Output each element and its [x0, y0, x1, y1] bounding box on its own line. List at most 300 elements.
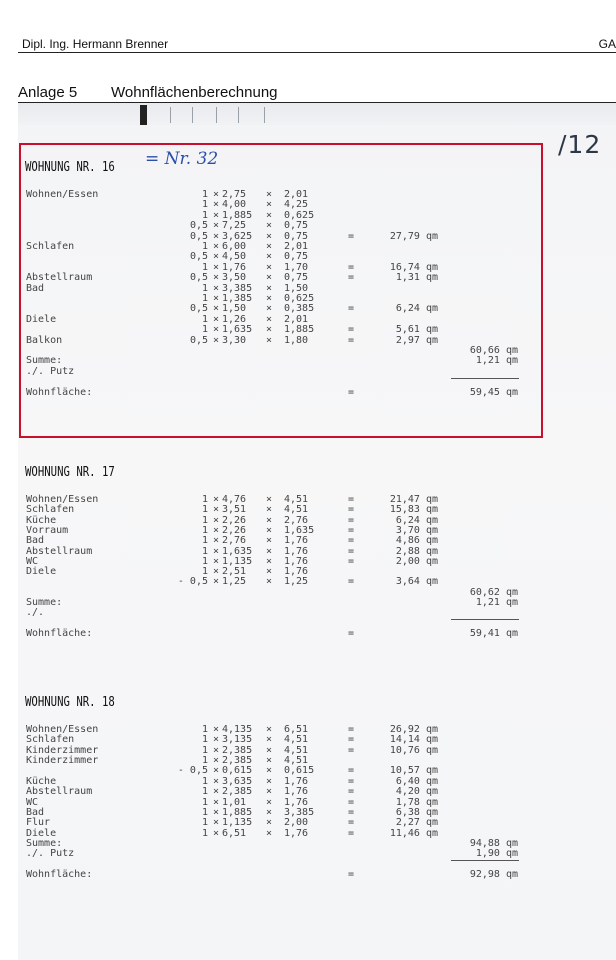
factor: 0,5	[189, 303, 208, 315]
width: 0,75	[284, 251, 309, 263]
factor: 1	[201, 189, 208, 200]
factor: 1	[201, 775, 208, 787]
equals-sign: =	[348, 272, 355, 284]
calc-row	[18, 314, 616, 325]
factor: 1	[201, 293, 208, 304]
width: 1,635	[284, 524, 315, 536]
equals-sign: =	[348, 504, 355, 516]
length: 3,635	[222, 775, 253, 787]
equals-sign: =	[348, 775, 355, 787]
equals-sign: =	[348, 334, 355, 346]
room-label: Schlafen	[26, 734, 75, 746]
times-sign: ×	[266, 261, 273, 273]
length: 2,26	[222, 514, 247, 526]
length: 4,135	[222, 724, 253, 735]
times-sign: ×	[213, 576, 220, 588]
width: 1,76	[284, 535, 309, 547]
room-area: 14,14 qm	[389, 734, 438, 746]
length: 1,635	[222, 324, 253, 336]
times-sign: ×	[266, 555, 273, 567]
calc-row	[18, 335, 616, 346]
length: 1,635	[222, 545, 253, 557]
width: 2,01	[284, 313, 309, 325]
width: 1,76	[284, 545, 309, 557]
factor: 1	[201, 261, 208, 273]
times-sign: ×	[213, 566, 220, 578]
times-sign: ×	[266, 514, 273, 526]
equals-sign: =	[348, 744, 355, 756]
length: 2,51	[222, 566, 247, 578]
room-label: Wohnfläche:	[26, 386, 93, 398]
times-sign: ×	[213, 796, 220, 808]
equals-sign: =	[348, 576, 355, 588]
room-area: 10,76 qm	[389, 744, 438, 756]
room-label: Bad	[26, 535, 45, 547]
equals-sign: =	[348, 817, 355, 829]
total-area: 1,21 qm	[475, 597, 518, 608]
equals-sign: =	[348, 724, 355, 735]
times-sign: ×	[213, 251, 220, 263]
calc-row	[18, 366, 616, 377]
times-sign: ×	[266, 744, 273, 756]
room-label: Summe:	[26, 837, 63, 849]
length: 3,51	[222, 504, 247, 516]
times-sign: ×	[266, 504, 273, 516]
factor: 1	[201, 324, 208, 336]
factor: 1	[201, 241, 208, 252]
sum-rule	[451, 619, 519, 620]
room-area: 6,38 qm	[395, 806, 438, 818]
anlage-heading	[18, 84, 278, 101]
times-sign: ×	[213, 494, 220, 505]
author-name: Dipl. Ing. Hermann Brenner	[22, 37, 169, 51]
calc-row	[18, 293, 616, 304]
factor: 1	[201, 524, 208, 536]
room-area: 3,70 qm	[395, 524, 438, 536]
times-sign: ×	[213, 303, 220, 315]
room-area: 16,74 qm	[389, 261, 438, 273]
width: 4,51	[284, 734, 309, 746]
factor: 1	[201, 514, 208, 526]
calc-row	[18, 199, 616, 210]
calc-row	[18, 628, 616, 639]
factor: 0,5	[189, 230, 208, 242]
factor: 1	[201, 806, 208, 818]
times-sign: ×	[266, 272, 273, 284]
room-label: Diele	[26, 313, 57, 325]
room-label: Kinderzimmer	[26, 755, 99, 767]
length: 2,385	[222, 786, 253, 798]
length: 3,30	[222, 334, 247, 346]
scan-tick	[264, 107, 265, 123]
length: 2,76	[222, 535, 247, 547]
length: 6,00	[222, 241, 247, 252]
equals-sign: =	[348, 796, 355, 808]
calc-row	[18, 241, 616, 252]
room-label: Flur	[26, 817, 51, 829]
room-label: ./. Putz	[26, 365, 75, 377]
calc-row	[18, 786, 616, 797]
factor: 1	[201, 199, 208, 211]
times-sign: ×	[266, 241, 273, 252]
width: 1,885	[284, 324, 315, 336]
width: 2,01	[284, 189, 309, 200]
times-sign: ×	[266, 251, 273, 263]
room-label: ./. Putz	[26, 848, 75, 860]
length: 3,50	[222, 272, 247, 284]
times-sign: ×	[213, 817, 220, 829]
times-sign: ×	[266, 189, 273, 200]
width: 1,76	[284, 555, 309, 567]
room-area: 6,40 qm	[395, 775, 438, 787]
sum-rule	[451, 860, 519, 861]
width: 1,76	[284, 786, 309, 798]
times-sign: ×	[213, 734, 220, 746]
width: 4,51	[284, 755, 309, 767]
equals-sign: =	[348, 324, 355, 336]
room-label: Kinderzimmer	[26, 744, 99, 756]
calc-row	[18, 355, 616, 366]
equals-sign: =	[348, 514, 355, 526]
total-area: 1,21 qm	[475, 355, 518, 367]
room-label: Wohnen/Essen	[26, 189, 99, 200]
room-label: ./.	[26, 607, 45, 619]
calc-row	[18, 251, 616, 262]
room-area: 10,57 qm	[389, 765, 438, 777]
times-sign: ×	[213, 241, 220, 252]
total-area: 60,66 qm	[469, 345, 518, 356]
factor: 1	[201, 817, 208, 829]
room-label: Abstellraum	[26, 545, 93, 557]
room-area: 15,83 qm	[389, 504, 438, 516]
equals-sign: =	[348, 303, 355, 315]
length: 0,615	[222, 765, 253, 777]
length: 1,385	[222, 293, 253, 304]
times-sign: ×	[266, 724, 273, 735]
room-label: Schlafen	[26, 504, 75, 516]
length: 1,885	[222, 209, 253, 221]
times-sign: ×	[266, 293, 273, 304]
factor: 0,5	[189, 220, 208, 232]
times-sign: ×	[266, 535, 273, 547]
length: 1,76	[222, 261, 247, 273]
factor: 1	[201, 744, 208, 756]
times-sign: ×	[213, 775, 220, 787]
room-label: Summe:	[26, 597, 63, 608]
length: 2,75	[222, 189, 247, 200]
handwritten-note: = Nr. 32	[145, 149, 219, 169]
calc-row	[18, 231, 616, 242]
room-area: 4,86 qm	[395, 535, 438, 547]
width: 4,51	[284, 494, 309, 505]
times-sign: ×	[213, 230, 220, 242]
times-sign: ×	[213, 293, 220, 304]
width: 1,76	[284, 775, 309, 787]
room-area: 1,78 qm	[395, 796, 438, 808]
total-area: 59,41 qm	[469, 627, 518, 639]
times-sign: ×	[213, 827, 220, 839]
times-sign: ×	[266, 775, 273, 787]
room-label: Wohnen/Essen	[26, 494, 99, 505]
equals-sign: =	[348, 806, 355, 818]
room-label: Diele	[26, 827, 57, 839]
calc-row	[18, 210, 616, 221]
length: 1,50	[222, 303, 247, 315]
room-area: 1,31 qm	[395, 272, 438, 284]
room-label: WC	[26, 796, 39, 808]
factor: 1	[201, 566, 208, 578]
equals-sign: =	[348, 786, 355, 798]
factor: 1	[201, 555, 208, 567]
scan-tick	[238, 107, 239, 123]
room-label: Vorraum	[26, 524, 69, 536]
width: 4,51	[284, 504, 309, 516]
header-rule	[18, 52, 616, 53]
total-area: 59,45 qm	[469, 386, 518, 398]
times-sign: ×	[266, 230, 273, 242]
room-area: 5,61 qm	[395, 324, 438, 336]
times-sign: ×	[266, 220, 273, 232]
room-label: Wohnfläche:	[26, 868, 93, 880]
room-label: WC	[26, 555, 39, 567]
equals-sign: =	[348, 827, 355, 839]
factor: 0,5	[189, 334, 208, 346]
width: 6,51	[284, 724, 309, 735]
scan-mark	[140, 105, 147, 125]
width: 2,76	[284, 514, 309, 526]
times-sign: ×	[213, 724, 220, 735]
times-sign: ×	[266, 734, 273, 746]
times-sign: ×	[266, 209, 273, 221]
factor: - 0,5	[177, 576, 208, 588]
width: 1,76	[284, 827, 309, 839]
width: 0,75	[284, 272, 309, 284]
times-sign: ×	[266, 524, 273, 536]
length: 1,135	[222, 817, 253, 829]
room-label: Bad	[26, 806, 45, 818]
sum-rule	[451, 378, 519, 379]
width: 2,00	[284, 817, 309, 829]
equals-sign: =	[348, 627, 355, 639]
times-sign: ×	[213, 261, 220, 273]
factor: 0,5	[189, 272, 208, 284]
anlage-label: Anlage 5	[18, 84, 78, 101]
times-sign: ×	[266, 786, 273, 798]
times-sign: ×	[213, 199, 220, 211]
length: 3,135	[222, 734, 253, 746]
factor: 1	[201, 734, 208, 746]
width: 3,385	[284, 806, 315, 818]
width: 1,80	[284, 334, 309, 346]
factor: 1	[201, 504, 208, 516]
room-area: 21,47 qm	[389, 494, 438, 505]
times-sign: ×	[266, 313, 273, 325]
room-area: 2,00 qm	[395, 555, 438, 567]
factor: 0,5	[189, 251, 208, 263]
calc-row	[18, 220, 616, 231]
equals-sign: =	[348, 261, 355, 273]
times-sign: ×	[266, 817, 273, 829]
times-sign: ×	[266, 806, 273, 818]
length: 1,135	[222, 555, 253, 567]
times-sign: ×	[213, 806, 220, 818]
room-area: 3,64 qm	[395, 576, 438, 588]
factor: 1	[201, 755, 208, 767]
factor: 1	[201, 724, 208, 735]
length: 1,01	[222, 796, 247, 808]
times-sign: ×	[266, 765, 273, 777]
times-sign: ×	[213, 524, 220, 536]
apartment-title: WOHNUNG NR. 17	[25, 465, 115, 480]
equals-sign: =	[348, 230, 355, 242]
apartment-title: WOHNUNG NR. 18	[25, 695, 115, 710]
times-sign: ×	[266, 334, 273, 346]
total-area: 94,88 qm	[469, 837, 518, 849]
times-sign: ×	[266, 303, 273, 315]
calc-row	[18, 345, 616, 356]
calc-row	[18, 324, 616, 335]
width: 4,25	[284, 199, 309, 211]
equals-sign: =	[348, 868, 355, 880]
calc-row	[18, 745, 616, 756]
length: 1,25	[222, 576, 247, 588]
times-sign: ×	[213, 514, 220, 526]
header-right-text: GA	[598, 37, 616, 51]
calc-row	[18, 283, 616, 294]
room-area: 2,27 qm	[395, 817, 438, 829]
scan-top-strip	[18, 103, 616, 125]
times-sign: ×	[213, 555, 220, 567]
times-sign: ×	[213, 545, 220, 557]
length: 3,385	[222, 282, 253, 294]
room-label: Abstellraum	[26, 272, 93, 284]
factor: - 0,5	[177, 765, 208, 777]
calc-row	[18, 724, 616, 735]
scan-tick	[192, 107, 193, 123]
times-sign: ×	[213, 313, 220, 325]
width: 2,01	[284, 241, 309, 252]
calc-row	[18, 869, 616, 880]
width: 1,76	[284, 566, 309, 578]
length: 4,50	[222, 251, 247, 263]
calc-row	[18, 272, 616, 283]
times-sign: ×	[266, 796, 273, 808]
factor: 1	[201, 827, 208, 839]
room-area: 2,97 qm	[395, 334, 438, 346]
room-label: Wohnfläche:	[26, 627, 93, 639]
length: 1,26	[222, 313, 247, 325]
width: 1,76	[284, 796, 309, 808]
width: 0,625	[284, 293, 315, 304]
times-sign: ×	[213, 220, 220, 232]
width: 4,51	[284, 744, 309, 756]
calc-row	[18, 303, 616, 314]
length: 2,385	[222, 755, 253, 767]
times-sign: ×	[213, 744, 220, 756]
length: 3,625	[222, 230, 253, 242]
factor: 1	[201, 545, 208, 557]
factor: 1	[201, 282, 208, 294]
room-area: 2,88 qm	[395, 545, 438, 557]
room-label: Balkon	[26, 334, 63, 346]
times-sign: ×	[213, 786, 220, 798]
calc-row	[18, 262, 616, 273]
room-area: 26,92 qm	[389, 724, 438, 735]
times-sign: ×	[266, 324, 273, 336]
scanned-sheet	[18, 103, 616, 960]
width: 1,25	[284, 576, 309, 588]
room-label: Schlafen	[26, 241, 75, 252]
times-sign: ×	[213, 504, 220, 516]
length: 6,51	[222, 827, 247, 839]
room-area: 4,20 qm	[395, 786, 438, 798]
width: 0,625	[284, 209, 315, 221]
calc-row	[18, 387, 616, 398]
room-label: Abstellraum	[26, 786, 93, 798]
times-sign: ×	[266, 282, 273, 294]
room-label: Summe:	[26, 355, 63, 367]
calc-row	[18, 607, 616, 618]
factor: 1	[201, 209, 208, 221]
equals-sign: =	[348, 555, 355, 567]
total-area: 92,98 qm	[469, 868, 518, 880]
calc-row	[18, 807, 616, 818]
times-sign: ×	[266, 755, 273, 767]
room-area: 27,79 qm	[389, 230, 438, 242]
calc-row	[18, 765, 616, 776]
anlage-title: Wohnflächenberechnung	[111, 84, 278, 101]
equals-sign: =	[348, 386, 355, 398]
calc-row	[18, 189, 616, 200]
length: 2,26	[222, 524, 247, 536]
length: 4,00	[222, 199, 247, 211]
times-sign: ×	[266, 566, 273, 578]
width: 0,75	[284, 230, 309, 242]
width: 1,70	[284, 261, 309, 273]
equals-sign: =	[348, 494, 355, 505]
width: 0,75	[284, 220, 309, 232]
scan-tick	[170, 107, 171, 123]
width: 0,615	[284, 765, 315, 777]
times-sign: ×	[213, 755, 220, 767]
times-sign: ×	[213, 209, 220, 221]
room-label: Bad	[26, 282, 45, 294]
times-sign: ×	[266, 576, 273, 588]
width: 1,50	[284, 282, 309, 294]
room-label: Küche	[26, 775, 57, 787]
times-sign: ×	[213, 282, 220, 294]
equals-sign: =	[348, 765, 355, 777]
factor: 1	[201, 535, 208, 547]
times-sign: ×	[213, 334, 220, 346]
calc-row	[18, 828, 616, 839]
width: 0,385	[284, 303, 315, 315]
times-sign: ×	[213, 272, 220, 284]
calc-row	[18, 848, 616, 859]
apartment-title: WOHNUNG NR. 16	[25, 160, 115, 175]
times-sign: ×	[213, 535, 220, 547]
room-label: Wohnen/Essen	[26, 724, 99, 735]
factor: 1	[201, 796, 208, 808]
times-sign: ×	[266, 494, 273, 505]
room-area: 6,24 qm	[395, 303, 438, 315]
length: 7,25	[222, 220, 247, 232]
times-sign: ×	[213, 765, 220, 777]
length: 1,885	[222, 806, 253, 818]
equals-sign: =	[348, 734, 355, 746]
equals-sign: =	[348, 545, 355, 557]
times-sign: ×	[213, 189, 220, 200]
